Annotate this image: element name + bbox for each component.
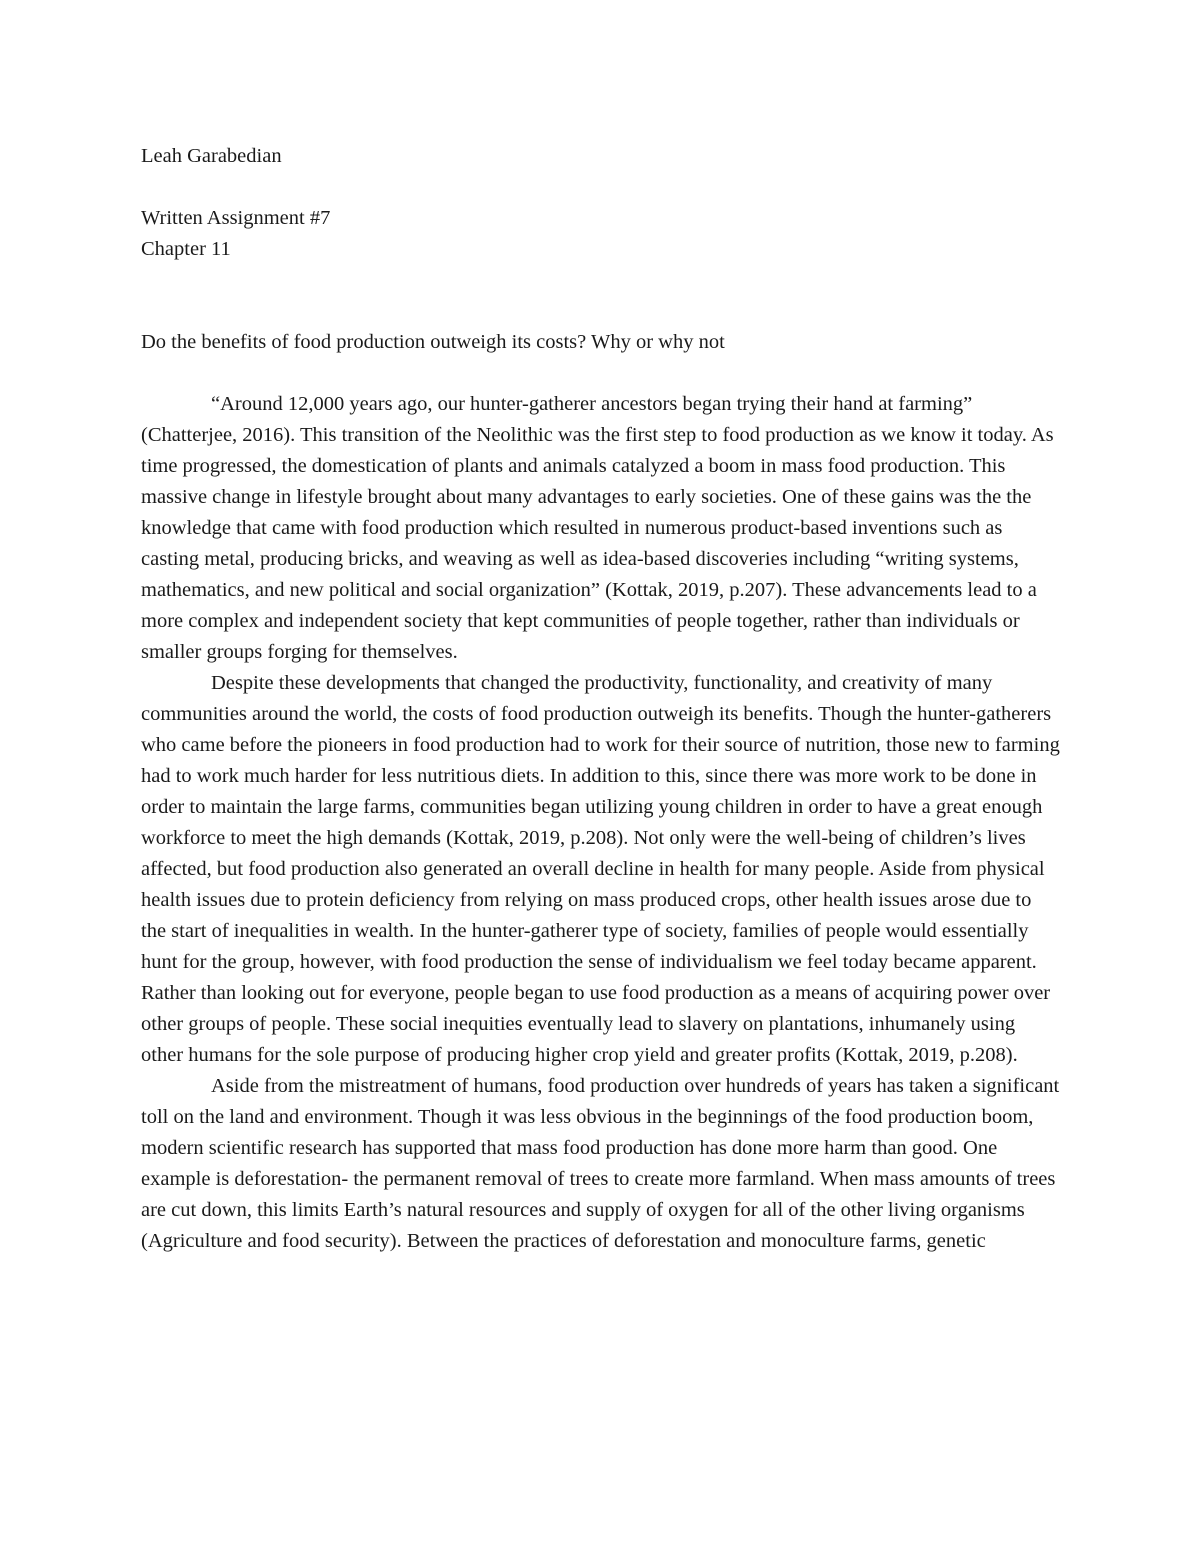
essay-prompt: Do the benefits of food production outweigh its costs? Why or why not: [141, 331, 725, 353]
spacer: [141, 358, 1061, 389]
spacer: [141, 172, 1061, 203]
spacer: [141, 265, 1061, 296]
body-paragraph-2: Despite these developments that changed the productivity, functionality, and creativity of many communities around the world, the costs of food production outweigh its benefits. Though the hunter-gatherers who came before the pioneers in food production had to work for their source of nutrition, those new to farming had to work much harder for less nutritious diets. In addition to this, since there was more work to be done in order to maintain the large farms, communities began utilizing young children in order to have a great enough workforce to meet the high demands (Kottak, 2019, p.208). Not only were the well-being of children’s lives affected, but food production also generated an overall decline in health for many people. Aside from physical health issues due to protein deficiency from relying on mass produced crops, other health issues arose due to the start of inequalities in wealth. In the hunter-gatherer type of society, families of people would essentially hunt for the group, however, with food production the sense of individualism we feel today became apparent. Rather than looking out for everyone, people began to use food production as a means of acquiring power over other groups of people. These social inequities eventually lead to slavery on plantations, inhumanely using other humans for the sole purpose of producing higher crop yield and greater profits (Kottak, 2019, p.208).: [141, 672, 1060, 1066]
assignment-title: Written Assignment #7: [141, 207, 331, 229]
author-name: Leah Garabedian: [141, 145, 282, 167]
body-paragraph-3: Aside from the mistreatment of humans, food production over hundreds of years has taken a significant toll on the land and environment. Though it was less obvious in the beginnings of the food production boom, modern scientific research has supported that mass food production has done more harm than good. One example is deforestation- the permanent removal of trees to create more farmland. When mass amounts of trees are cut down, this limits Earth’s natural resources and supply of oxygen for all of the other living organisms (Agriculture and food security). Between the practices of deforestation and monoculture farms, genetic: [141, 1075, 1060, 1252]
chapter-label: Chapter 11: [141, 238, 231, 260]
body-paragraph-1: “Around 12,000 years ago, our hunter-gatherer ancestors began trying their hand at farming” (Chatterjee, 2016). This transition of the Neolithic was the first step to food production as we know it today. As time progressed, the domestication of plants and animals catalyzed a boom in mass food production. This massive change in lifestyle brought about many advantages to early societies. One of these gains was the the knowledge that came with food production which resulted in numerous product-based inventions such as casting metal, producing bricks, and weaving as well as idea-based discoveries including “writing systems, mathematics, and new political and social organization” (Kottak, 2019, p.207). These advancements lead to a more complex and independent society that kept communities of people together, rather than individuals or smaller groups forging for themselves.: [141, 393, 1054, 663]
document-page: [141, 141, 1061, 1257]
spacer: [141, 296, 1061, 327]
